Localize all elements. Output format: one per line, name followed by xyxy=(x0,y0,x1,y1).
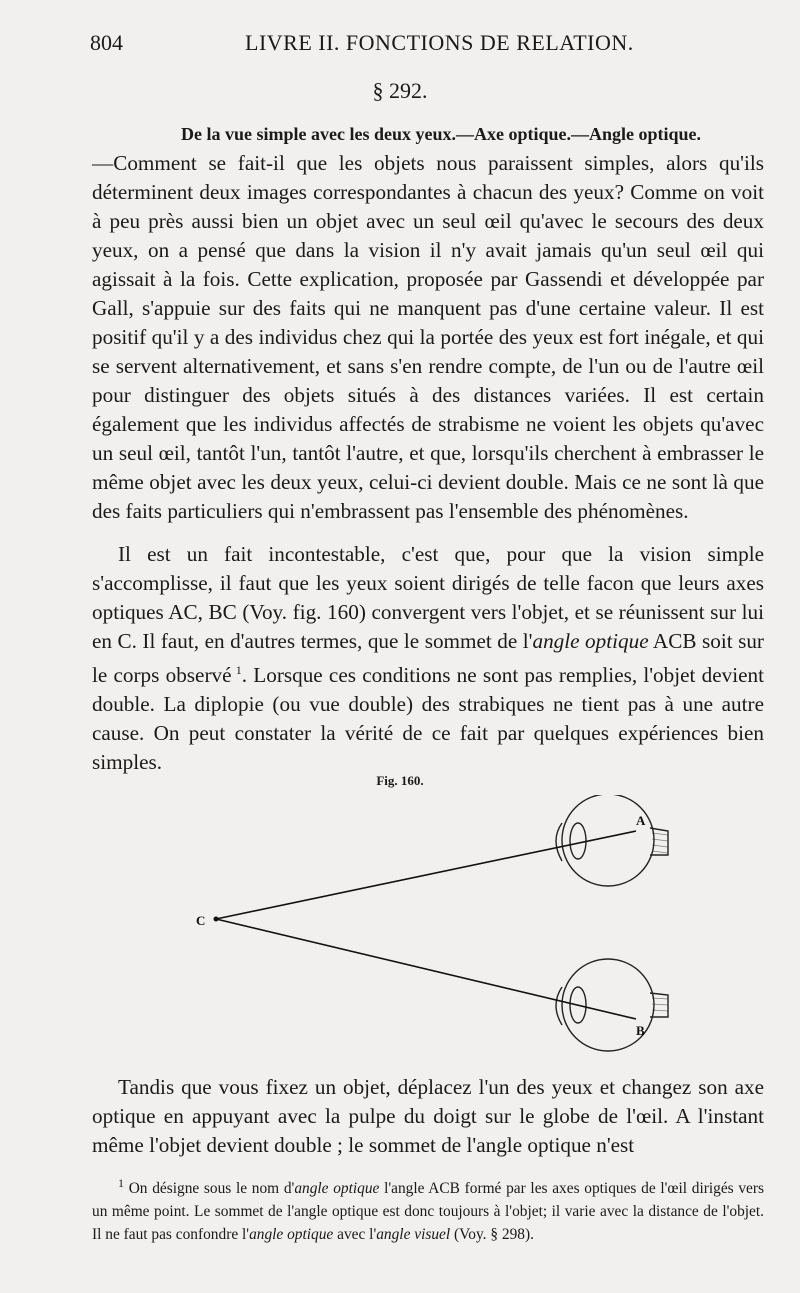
section-number: § 292. xyxy=(372,78,428,103)
optic-axis-bc xyxy=(216,919,636,1019)
label-a: A xyxy=(636,813,646,828)
eye-b-cornea xyxy=(556,987,562,1025)
paragraph-3-text: Tandis que vous fixez un objet, déplacez l'un des yeux et changez son axe optique en appuyant avec la pulpe du doigt sur le globe de l'œil. A l'instant même l'objet devient double ; le sommet de l'angle optique n'est xyxy=(92,1075,764,1157)
footnote-text-d: (Voy. § 298). xyxy=(450,1226,534,1244)
paragraph-1-text: —Comment se fait-il que les objets nous paraissent simples, alors qu'ils déterminent deux images correspondantes à chacun des yeux? Comme on voit à peu près aussi bien un objet avec un seul œil qu'avec le secours des deux yeux, on a pensé que dans la vision il n'y avait jamais qu'un seul œil qui agissait à la fois. Cette explication, proposée par Gassendi et développée par Gall, s'appuie sur des faits qui ne manquent pas d'une certaine valeur. Il est positif qu'il y a des individus chez qui la portée des yeux est fort inégale, et qui se servent alternativement, et sans s'en rendre compte, de l'un ou de l'autre œil pour distinguer des objets situés à des distances variées. Il est certain également que les individus affectés de strabisme ne voient les objets qu'avec un seul œil, tantôt l'un, tantôt l'autre, et que, lorsqu'ils cherchent à embrasser le même objet avec les deux yeux, celui-ci devient double. Mais ce ne sont là que des faits particuliers qui n'embrassent pas l'ensemble des phénomènes. xyxy=(92,151,764,523)
paragraph-2-text-a: Il est un fait incontestable, c'est que, pour que la vision simple s'accomplisse, il faut que les yeux soient dirigés de telle facon que leurs axes optiques AC, BC (Voy. fig. 160) convergent vers l'objet, et se réunissent sur lui en C. Il faut, en d'autres termes, que le sommet de l' xyxy=(92,542,764,653)
eye-a-cornea xyxy=(556,823,562,861)
optic-axis-ac xyxy=(216,831,636,919)
eye-a-lens xyxy=(570,823,586,859)
label-b: B xyxy=(636,1023,645,1038)
footnote-term-1: angle optique xyxy=(294,1180,380,1198)
footnote-marker: 1 xyxy=(118,1176,124,1190)
figure-160-eyes-diagram xyxy=(190,795,670,1055)
paragraph-2-text-c: . Lorsque ces conditions ne sont pas remplies, l'objet devient double. La diplopie (ou vue double) des strabiques ne tient pas à une autre cause. On peut constater la vérité de ce fait par quelques expériences bien simples. xyxy=(92,663,764,775)
figure-title: Fig. 160. xyxy=(376,773,424,788)
footnote xyxy=(92,1172,764,1246)
footnote-text-a: On désigne sous le nom d' xyxy=(124,1180,295,1198)
footnote-text-c: avec l' xyxy=(333,1226,377,1244)
paragraph-1 xyxy=(92,120,764,526)
footnote-text-b: l'angle ACB formé par les axes optiques de l'œil dirigés vers un même point. Le sommet de l'angle optique est donc toujours à l'objet; il varie avec la distance de l'objet. Il ne faut pas confondre l' xyxy=(92,1180,764,1244)
label-c: C xyxy=(196,913,206,928)
paragraph-3 xyxy=(92,1073,764,1160)
running-title: LIVRE II. FONCTIONS DE RELATION. xyxy=(245,30,634,55)
footnote-term-2: angle optique xyxy=(249,1226,334,1244)
page-number: 804 xyxy=(90,30,123,55)
angle-optique-term: angle optique xyxy=(532,629,649,653)
eye-a xyxy=(562,795,654,886)
point-c xyxy=(214,917,219,922)
section-heading: De la vue simple avec les deux yeux.—Axe optique.—Angle optique. xyxy=(181,124,701,144)
paragraph-2-text-b: ACB soit sur le corps observé xyxy=(92,629,764,688)
paragraph-2 xyxy=(92,540,764,777)
page-header xyxy=(90,30,755,60)
footnote-reference: 1 xyxy=(235,663,242,677)
footnote-term-3: angle visuel xyxy=(376,1226,451,1244)
